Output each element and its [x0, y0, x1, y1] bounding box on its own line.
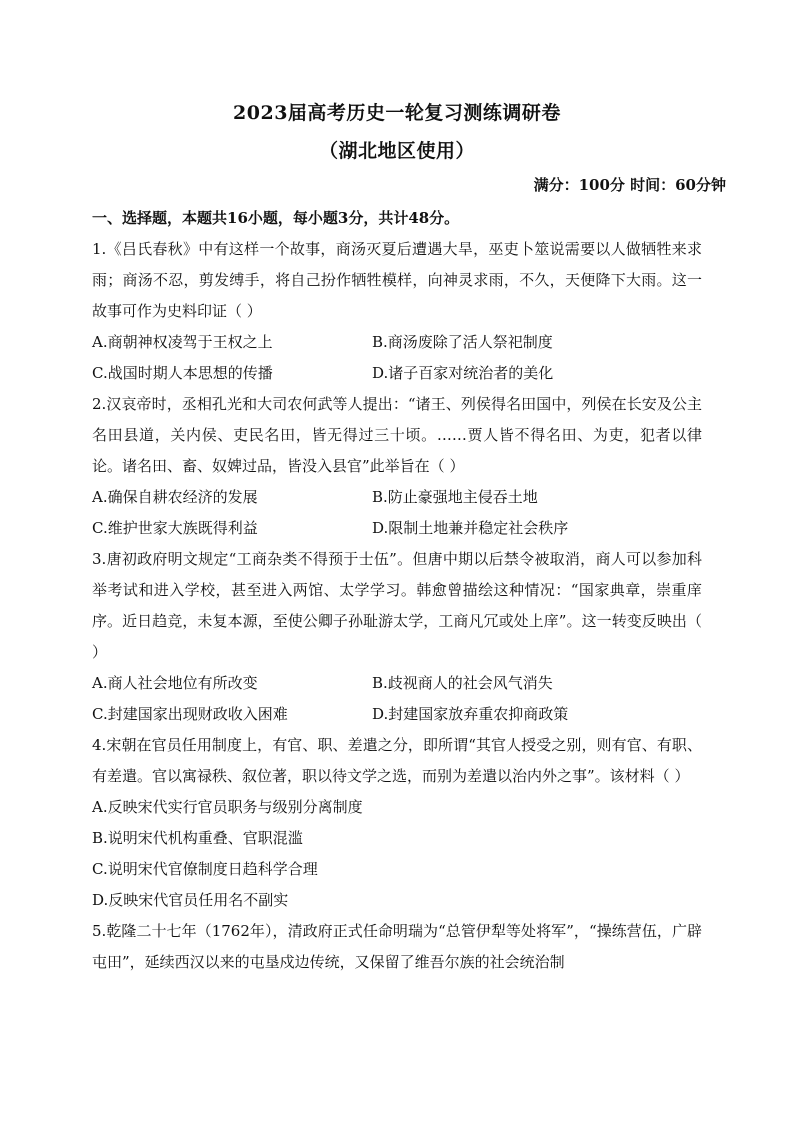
options-row: [92, 327, 702, 358]
option-d: D.诸子百家对统治者的美化: [372, 364, 554, 382]
question-text: 3.唐初政府明文规定“工商杂类不得预于士伍”。但唐中期以后禁令被取消，商人可以参加科举考试和进入学校，甚至进入两馆、太学学习。韩愈曾描绘这种情况：“国家典章，崇重庠序。近日趋竞，未复本源，至使公卿子孙耻游太学，工商凡冗或处上庠”。这一转变反映出（ ）: [92, 550, 702, 661]
option-d: D.反映宋代官员任用名不副实: [92, 891, 289, 909]
question-2: [92, 389, 702, 544]
document-subtitle: （湖北地区使用）: [318, 140, 475, 162]
question-5: [92, 916, 702, 978]
document-title: 2023届高考历史一轮复习测练调研卷: [233, 102, 561, 124]
option-d: D.封建国家放弃重农抑商政策: [372, 705, 569, 723]
section-heading: 一、选择题，本题共16小题，每小题3分，共计48分。: [92, 209, 460, 227]
question-text: 1.《吕氏春秋》中有这样一个故事，商汤灭夏后遭遇大旱，巫吏卜筮说需要以人做牺牲来求雨；商汤不忍，剪发缚手，将自己扮作牺牲模样，向神灵求雨，不久，天便降下大雨。这一故事可作为史料印证（ ）: [92, 240, 702, 320]
question-1: [92, 234, 702, 389]
document-body: [92, 203, 702, 978]
option-a: A.反映宋代实行官员职务与级别分离制度: [92, 798, 363, 816]
option-a: A.商朝神权凌驾于王权之上: [92, 333, 273, 351]
option-c: C.说明宋代官僚制度日趋科学合理: [92, 860, 318, 878]
question-3: [92, 544, 702, 730]
option-a: A.商人社会地位有所改变: [92, 674, 258, 692]
option-b: B.防止豪强地主侵吞土地: [372, 488, 538, 506]
exam-meta: 满分：100分 时间：60分钟: [533, 176, 726, 194]
options-row: [92, 668, 702, 699]
options-row: [92, 513, 702, 544]
options-row: [92, 699, 702, 730]
option-b: B.商汤废除了活人祭祀制度: [372, 333, 553, 351]
option-a: A.确保自耕农经济的发展: [92, 488, 258, 506]
option-c: C.战国时期人本思想的传播: [92, 364, 273, 382]
option-c: C.封建国家出现财政收入困难: [92, 705, 288, 723]
option-d: D.限制土地兼并稳定社会秩序: [372, 519, 569, 537]
option-b: B.说明宋代机构重叠、官职混滥: [92, 829, 303, 847]
options-row: [92, 482, 702, 513]
options-row: [92, 358, 702, 389]
question-text: 2.汉哀帝时，丞相孔光和大司农何武等人提出：“诸王、列侯得名田国中，列侯在长安及公主名田县道，关内侯、吏民名田，皆无得过三十顷。……贾人皆不得名田、为吏，犯者以律论。诸名田、畜、奴婢过品，皆没入县官”此举旨在（ ）: [92, 395, 702, 475]
question-text: 4.宋朝在官员任用制度上，有官、职、差遣之分，即所谓“其官人授受之别，则有官、有职、有差遣。官以寓禄秩、叙位著，职以待文学之选，而别为差遣以治内外之事”。该材料（ ）: [92, 736, 702, 785]
option-c: C.维护世家大族既得利益: [92, 519, 258, 537]
option-b: B.歧视商人的社会风气消失: [372, 674, 553, 692]
question-text: 5.乾隆二十七年（1762年），清政府正式任命明瑞为“总管伊犁等处将军”，“操练营伍，广辟屯田”，延续西汉以来的屯垦戍边传统，又保留了维吾尔族的社会统治制: [92, 922, 702, 971]
question-4: [92, 730, 702, 916]
